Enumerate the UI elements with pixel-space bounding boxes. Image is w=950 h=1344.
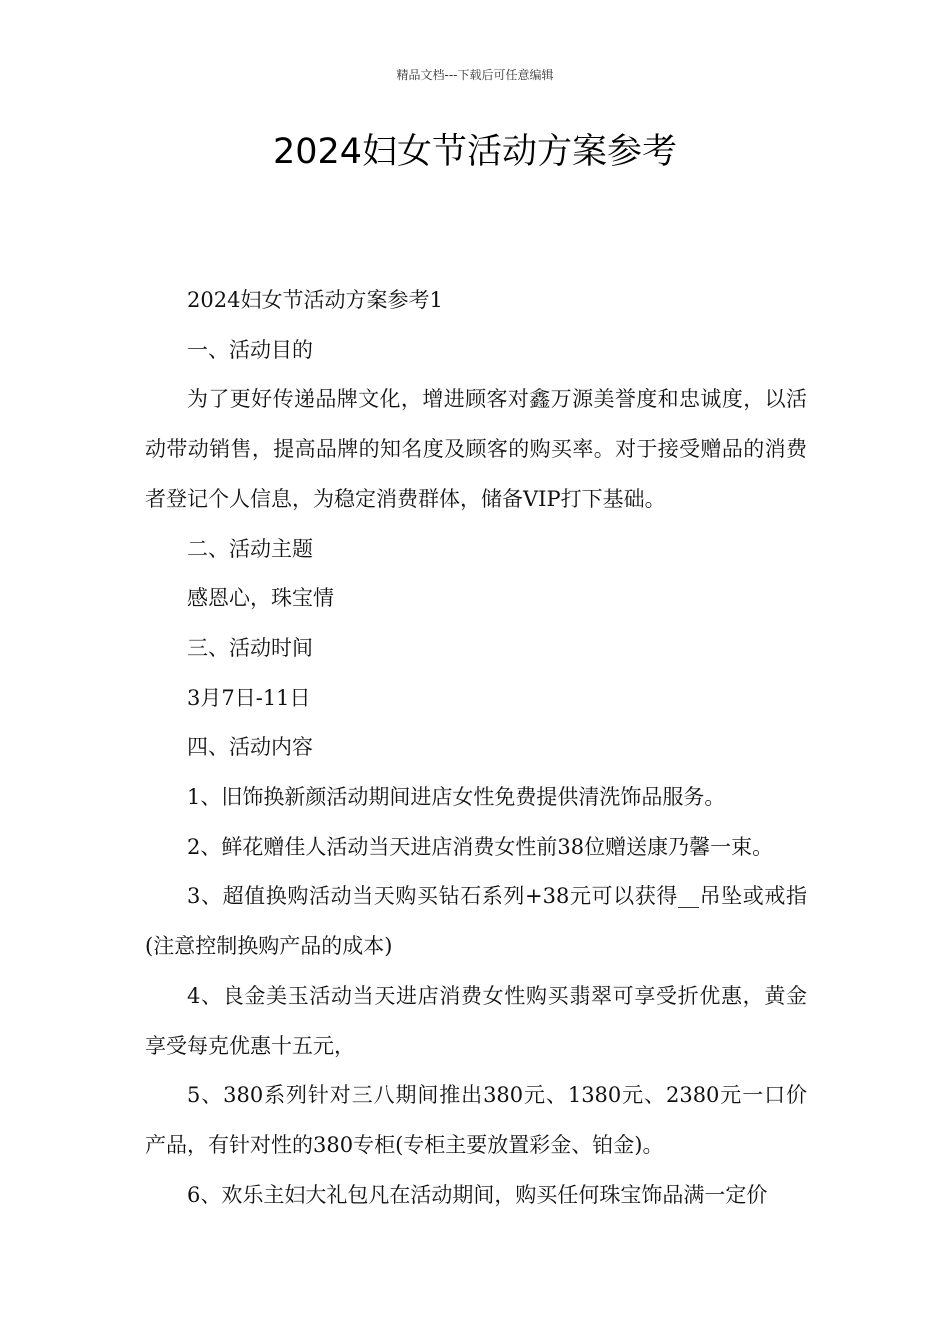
paragraph-theme: 感恩心，珠宝情: [187, 586, 334, 611]
list-item: 2、鲜花赠佳人活动当天进店消费女性前38位赠送康乃馨一束。: [187, 834, 774, 859]
section-heading-purpose: 一、活动目的: [187, 337, 313, 362]
section-heading-theme: 二、活动主题: [187, 536, 313, 561]
section-heading-content: 四、活动内容: [187, 735, 313, 760]
list-item: 3、超值换购活动当天购买钻石系列+38元可以获得__吊坠或戒指(注意控制换购产品的成本): [145, 884, 807, 959]
list-item: 5、380系列针对三八期间推出380元、1380元、2380元一口价产品，有针对性的380专柜(专柜主要放置彩金、铂金)。: [145, 1083, 807, 1157]
list-item: 4、良金美玉活动当天进店消费女性购买翡翠可享受折优惠，黄金享受每克优惠十五元，: [145, 983, 807, 1058]
paragraph-time: 3月7日-11日: [187, 685, 311, 710]
header-note: 精品文档---下载后可任意编辑: [396, 68, 554, 82]
list-item: 6、欢乐主妇大礼包凡在活动期间，购买任何珠宝饰品满一定价: [187, 1182, 768, 1207]
section-heading-time: 三、活动时间: [187, 635, 313, 660]
list-item: 1、旧饰换新颜活动期间进店女性免费提供清洗饰品服务。: [187, 785, 726, 810]
paragraph-subtitle: 2024妇女节活动方案参考1: [187, 288, 443, 312]
document-body: [145, 276, 807, 1220]
document-title: 2024妇女节活动方案参考: [272, 132, 678, 172]
paragraph-purpose: 为了更好传递品牌文化，增进顾客对鑫万源美誉度和忠诚度，以活动带动销售，提高品牌的知名度及顾客的购买率。对于接受赠品的消费者登记个人信息，为稳定消费群体，储备VIP打下基础。: [145, 387, 807, 511]
